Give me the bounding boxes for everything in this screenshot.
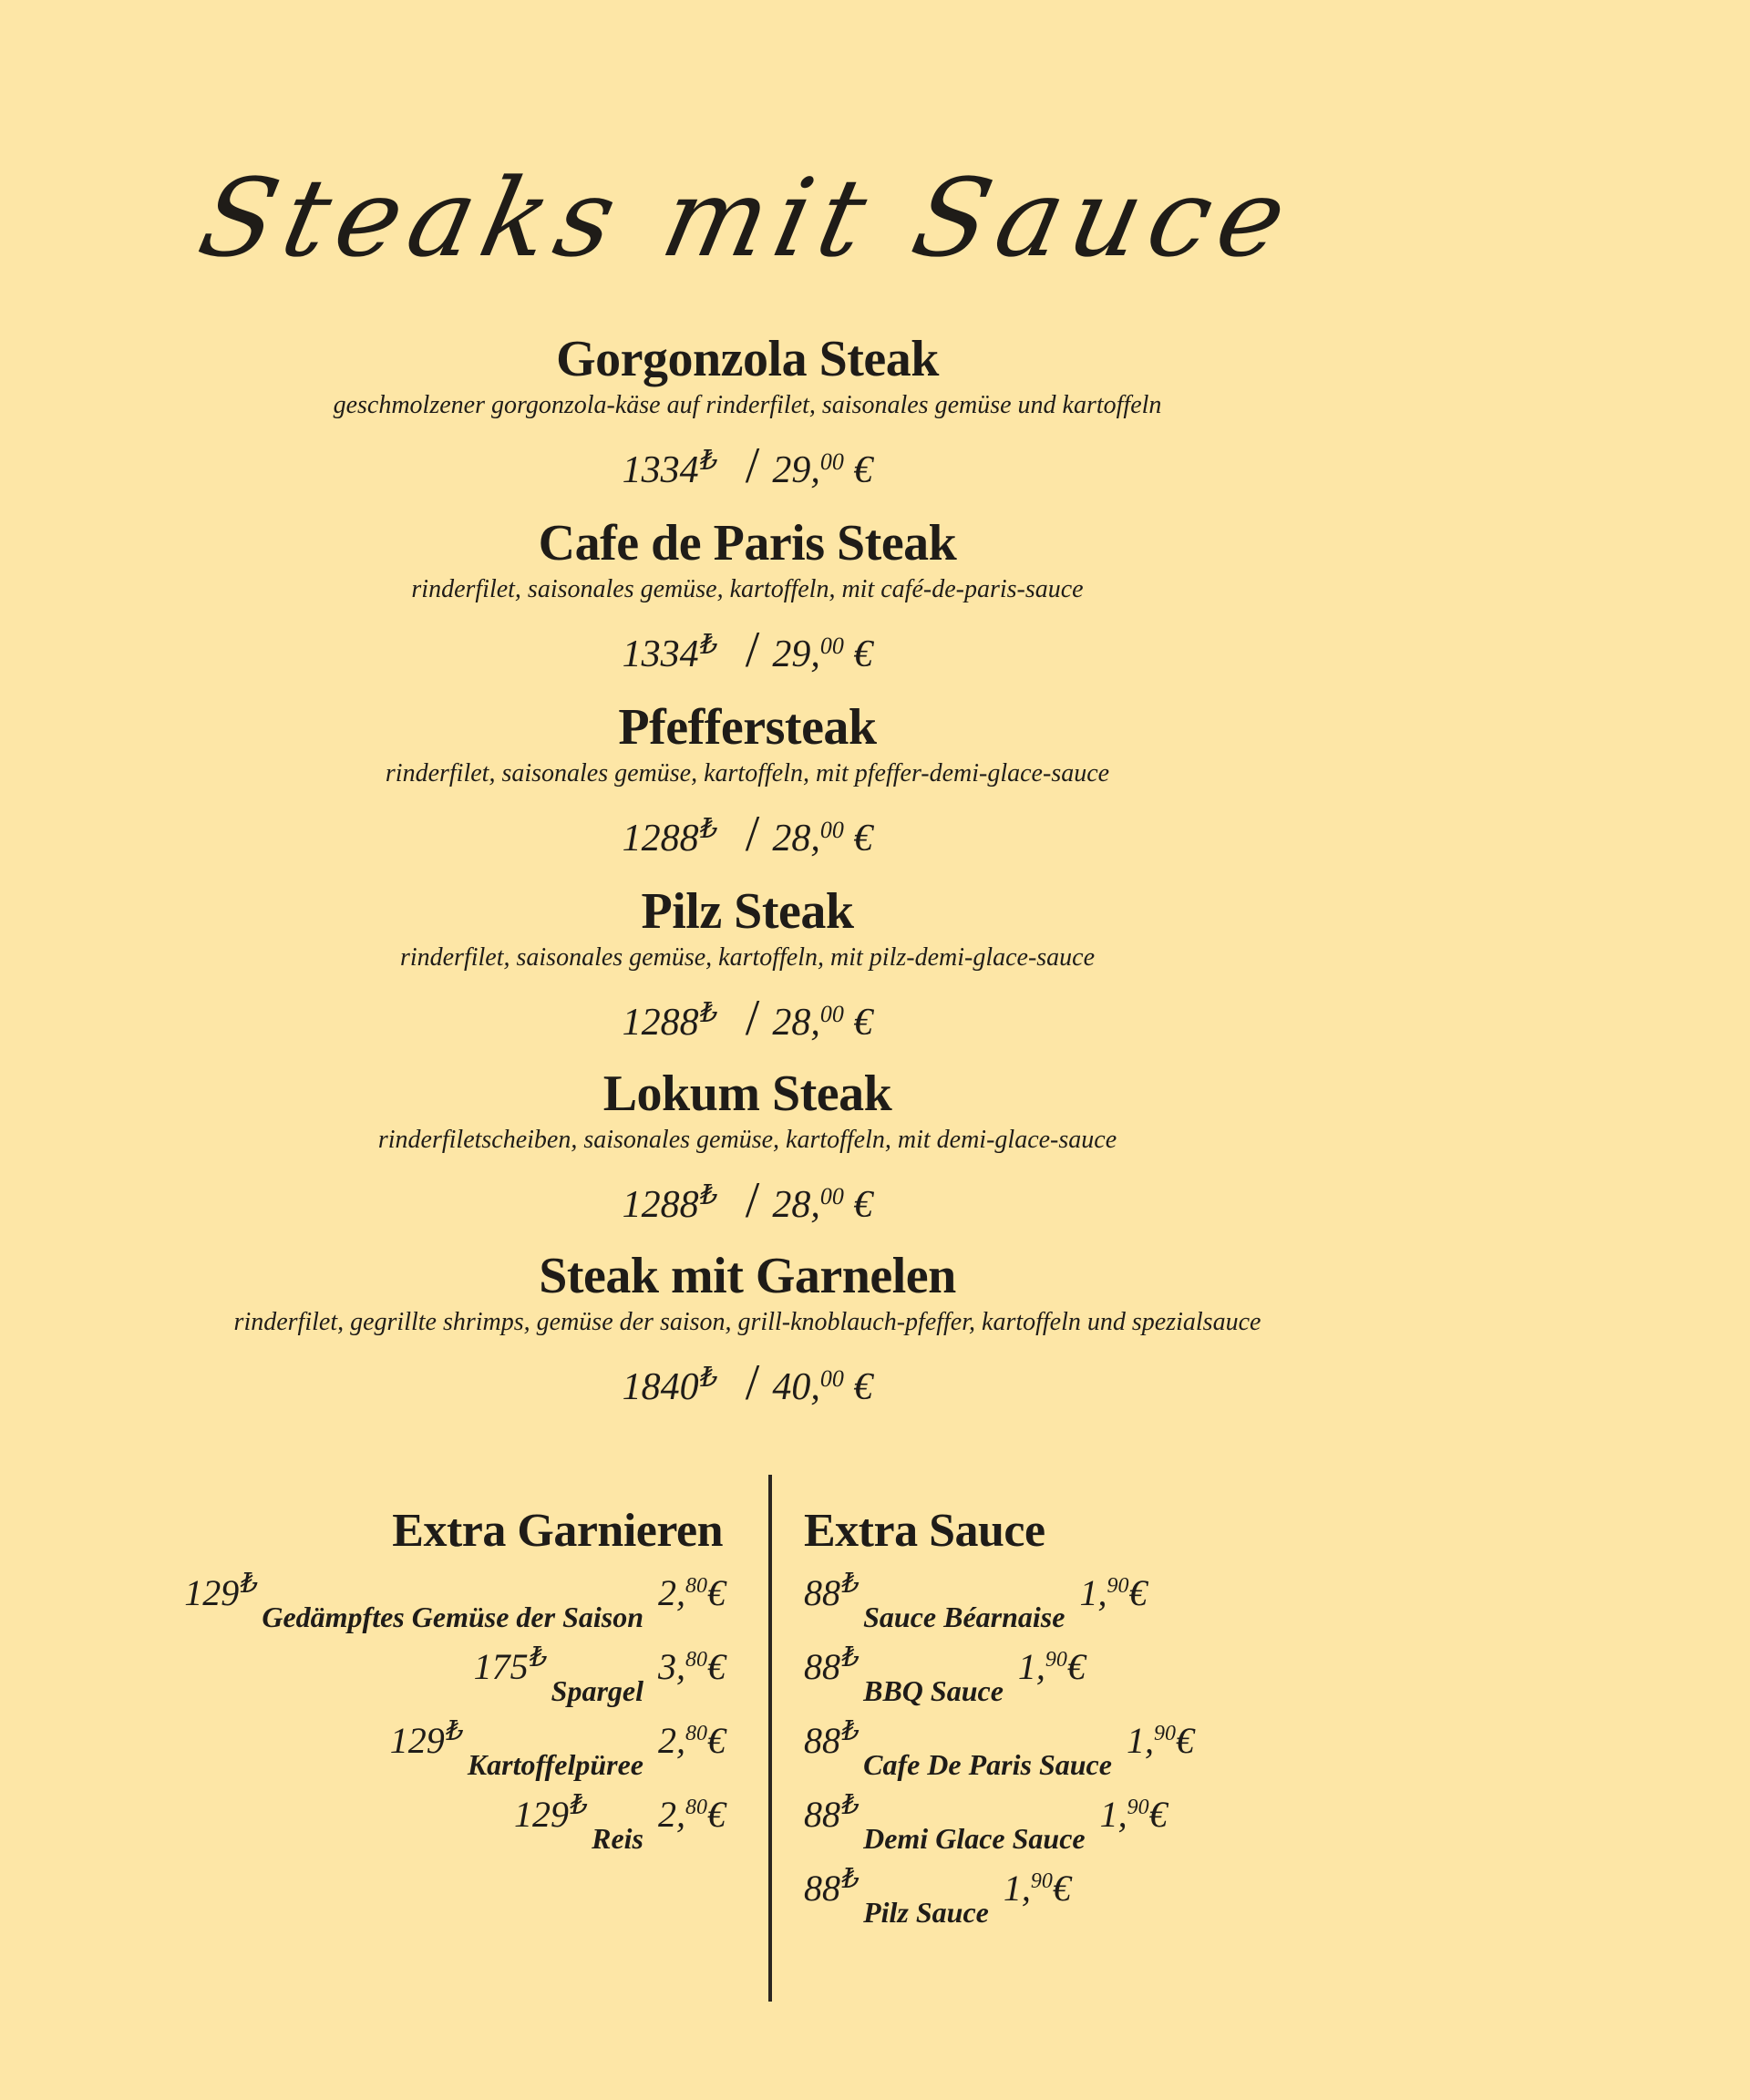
euro-symbol: € [707, 1720, 726, 1761]
price-cents: 00 [819, 817, 844, 843]
dish-name: Gorgonzola Steak [556, 331, 939, 387]
item-name: Sauce Béarnaise [863, 1601, 1065, 1633]
sauce-item [804, 1642, 1086, 1714]
dish-description: rinderfiletscheiben, saisonales gemüse, kartoffeln, mit demi-glace-sauce [377, 1126, 1117, 1154]
dish-price [0, 1351, 1495, 1415]
euro-symbol: € [1148, 1794, 1168, 1835]
price-cents: 80 [685, 1574, 707, 1598]
price-tl: 88 [804, 1720, 840, 1761]
extra-sauce-title: Extra Sauce [804, 1505, 1045, 1557]
dish-name: Lokum Steak [602, 1065, 892, 1122]
price-separator: / [745, 806, 760, 862]
item-name: Kartoffelpüree [467, 1748, 643, 1781]
lira-symbol: ₺ [700, 630, 718, 660]
price-eur: 1, [1126, 1720, 1154, 1761]
euro-symbol: € [843, 1184, 873, 1226]
euro-symbol: € [1066, 1646, 1086, 1687]
price-tl: 1288 [622, 1184, 699, 1226]
price-cents: 90 [1127, 1796, 1149, 1819]
dish-price [0, 986, 1495, 1050]
price-separator: / [745, 1354, 760, 1411]
item-name: Pilz Sauce [863, 1896, 989, 1929]
dish-description: rinderfilet, gegrillte shrimps, gemüse der saison, grill-knoblauch-pfeffer, kartoffeln und spezialsauce [233, 1308, 1261, 1336]
price-tl: 1288 [622, 1002, 699, 1044]
price-eur: 1, [1003, 1868, 1031, 1909]
price-tl: 1334 [622, 449, 699, 491]
price-cents: 00 [819, 1365, 844, 1392]
price-separator: / [745, 438, 760, 494]
euro-symbol: € [707, 1794, 726, 1835]
garnish-item [514, 1789, 726, 1862]
price-cents: 90 [1153, 1722, 1176, 1745]
menu-item-gorgonzola-steak [0, 330, 1495, 498]
dish-price [0, 802, 1495, 866]
menu-item-lokum-steak [0, 1065, 1495, 1232]
price-cents: 90 [1030, 1869, 1053, 1893]
sauce-item [804, 1863, 1071, 1936]
lira-symbol: ₺ [842, 1790, 860, 1820]
item-name: Spargel [551, 1674, 643, 1707]
menu-item-cafe-de-paris-steak [0, 514, 1495, 682]
price-eur: 40, [772, 1366, 820, 1408]
price-cents: 00 [819, 1183, 844, 1210]
menu-item-pfeffersteak [0, 698, 1495, 866]
price-tl: 129 [184, 1572, 240, 1613]
garnish-item [474, 1642, 726, 1714]
euro-symbol: € [1175, 1720, 1194, 1761]
euro-symbol: € [707, 1646, 726, 1687]
price-cents: 90 [1107, 1574, 1129, 1598]
item-name: BBQ Sauce [863, 1674, 1004, 1707]
lira-symbol: ₺ [530, 1642, 548, 1673]
price-tl: 175 [473, 1646, 529, 1687]
lira-symbol: ₺ [842, 1642, 860, 1673]
sauce-item [804, 1568, 1147, 1641]
garnish-item [390, 1715, 726, 1788]
price-tl: 88 [804, 1794, 840, 1835]
price-eur: 1, [1079, 1572, 1107, 1613]
lira-symbol: ₺ [700, 814, 718, 844]
price-cents: 00 [819, 448, 844, 475]
lira-symbol: ₺ [842, 1716, 860, 1746]
price-cents: 80 [685, 1722, 707, 1745]
dish-description: rinderfilet, saisonales gemüse, kartoffeln, mit pfeffer-demi-glace-sauce [385, 759, 1110, 788]
price-cents: 80 [685, 1648, 707, 1672]
lira-symbol: ₺ [700, 1363, 718, 1393]
price-separator: / [745, 1172, 760, 1229]
price-cents: 80 [685, 1796, 707, 1819]
dish-description: geschmolzener gorgonzola-käse auf rinderfilet, saisonales gemüse und kartoffeln [333, 391, 1162, 419]
garnish-item [184, 1568, 726, 1641]
lira-symbol: ₺ [446, 1716, 464, 1746]
sauce-item [804, 1715, 1194, 1788]
price-eur: 2, [658, 1572, 685, 1613]
price-separator: / [745, 990, 760, 1046]
euro-symbol: € [843, 1366, 873, 1408]
price-tl: 88 [804, 1646, 840, 1687]
price-eur: 28, [772, 1002, 820, 1044]
price-eur: 28, [772, 818, 820, 860]
price-tl: 129 [389, 1720, 445, 1761]
price-tl: 1334 [622, 633, 699, 675]
item-name: Demi Glace Sauce [863, 1822, 1086, 1855]
euro-symbol: € [1052, 1868, 1071, 1909]
price-tl: 1840 [622, 1366, 699, 1408]
lira-symbol: ₺ [842, 1864, 860, 1894]
price-eur: 1, [1017, 1646, 1045, 1687]
dish-price [0, 618, 1495, 682]
extra-garnish-title: Extra Garnieren [392, 1505, 723, 1557]
item-name: Gedämpftes Gemüse der Saison [262, 1601, 643, 1633]
column-divider [768, 1475, 772, 2002]
euro-symbol: € [843, 818, 873, 860]
price-eur: 28, [772, 1184, 820, 1226]
euro-symbol: € [843, 449, 873, 491]
euro-symbol: € [843, 1002, 873, 1044]
euro-symbol: € [707, 1572, 726, 1613]
price-tl: 88 [804, 1572, 840, 1613]
price-eur: 2, [658, 1720, 685, 1761]
menu-item-pilz-steak [0, 882, 1495, 1050]
price-eur: 29, [772, 449, 820, 491]
lira-symbol: ₺ [241, 1569, 259, 1599]
dish-name: Cafe de Paris Steak [538, 515, 957, 571]
price-tl: 1288 [622, 818, 699, 860]
lira-symbol: ₺ [700, 446, 718, 476]
lira-symbol: ₺ [700, 1180, 718, 1210]
lira-symbol: ₺ [700, 998, 718, 1028]
lira-symbol: ₺ [842, 1569, 860, 1599]
price-tl: 129 [514, 1794, 570, 1835]
price-eur: 2, [658, 1794, 685, 1835]
price-eur: 29, [772, 633, 820, 675]
lira-symbol: ₺ [571, 1790, 589, 1820]
euro-symbol: € [1128, 1572, 1148, 1613]
price-cents: 90 [1045, 1648, 1067, 1672]
price-eur: 3, [658, 1646, 685, 1687]
price-tl: 88 [804, 1868, 840, 1909]
page-title: Steaks mit Sauce [189, 155, 1306, 281]
dish-price [0, 1168, 1495, 1232]
price-separator: / [745, 622, 760, 678]
menu-item-steak-mit-garnelen [0, 1247, 1495, 1415]
euro-symbol: € [843, 633, 873, 675]
price-cents: 00 [819, 1001, 844, 1027]
price-eur: 1, [1099, 1794, 1127, 1835]
sauce-item [804, 1789, 1168, 1862]
dish-name: Pilz Steak [641, 883, 854, 940]
dish-name: Steak mit Garnelen [539, 1248, 956, 1304]
dish-description: rinderfilet, saisonales gemüse, kartoffeln, mit pilz-demi-glace-sauce [399, 943, 1096, 972]
dish-description: rinderfilet, saisonales gemüse, kartoffeln, mit café-de-paris-sauce [411, 575, 1084, 603]
item-name: Cafe De Paris Sauce [863, 1748, 1112, 1781]
dish-price [0, 434, 1495, 498]
price-cents: 00 [819, 633, 844, 659]
dish-name: Pfeffersteak [618, 699, 877, 756]
item-name: Reis [592, 1822, 643, 1855]
